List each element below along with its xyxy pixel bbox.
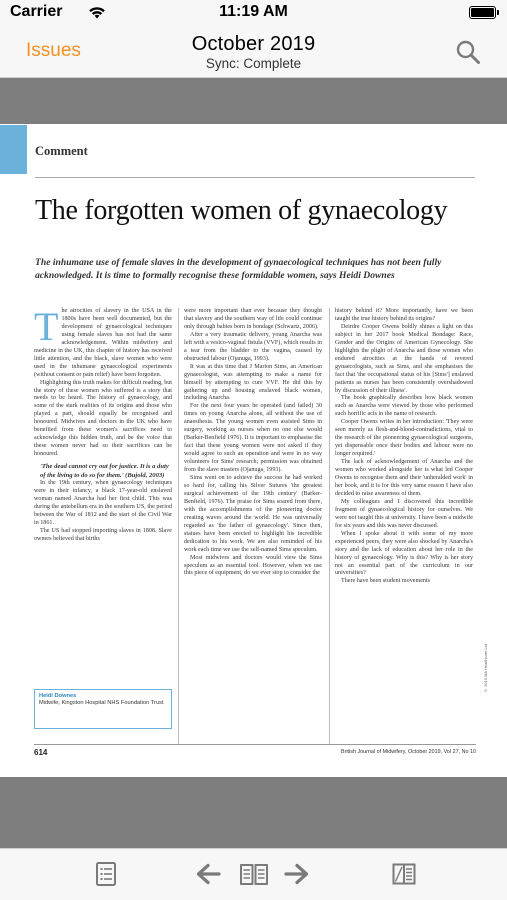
paragraph: The US had stopped importing slaves in 1808. Slave owners believed that births bbox=[34, 527, 172, 542]
paragraph: were more important than ever because they thought that slavery and the southern way of life could continue only through babies born in bondage (Schwartz, 2006). bbox=[184, 308, 322, 330]
search-icon[interactable] bbox=[455, 39, 481, 65]
status-bar bbox=[0, 0, 507, 26]
author-box bbox=[34, 689, 172, 729]
section-color-tab bbox=[0, 125, 27, 174]
carrier-label: Carrier bbox=[10, 3, 63, 20]
pull-quote: 'The dead cannot cry out for justice. It is a duty of the living to do so for them.' (Bujold, 2003) bbox=[40, 463, 169, 479]
page-number: 614 bbox=[34, 748, 48, 757]
article-standfirst: The inhumane use of female slaves in the development of gynaecological techniques has not been fully acknowledged. It is time to formally recognise these formidable women, says Heidi Downes bbox=[35, 257, 442, 281]
paragraph: Sims went on to achieve the success he had worked so hard for, calling his Silver Sutures 'the greatest surgical achievement of the 19th century' (Barker-Benfield, 1976). The praise for Sims soared from there, with the accomplishments of the pioneering doctor creating waves around the world. He was universally regarded as 'the father of gynaecology'. Since then, statues have been erected to highlight his incredible dedication to his work. We are also reminded of his work each time we use the self-named Sims speculum. bbox=[184, 475, 322, 553]
footer-divider bbox=[34, 744, 476, 745]
clock: 11:19 AM bbox=[219, 3, 288, 20]
section-label: Comment bbox=[35, 144, 88, 158]
page-layout-icon[interactable] bbox=[391, 861, 417, 887]
paragraph: The book graphically describes how black women such as Anarcha were viewed by those who performed such horrific acts in the name of research. bbox=[335, 395, 473, 418]
paragraph: There have been student movements bbox=[341, 578, 431, 585]
nav-bar bbox=[0, 26, 507, 78]
paragraph: After a very traumatic delivery, young Anarcha was left with a vesico-vaginal fistula (VVF), which results in a tear from the bladder to the vagina, caused by obstructed labour (Ojanuga, 1993). bbox=[184, 331, 322, 362]
previous-page-icon[interactable] bbox=[195, 861, 221, 887]
page-thumbnails-icon[interactable] bbox=[239, 861, 269, 887]
issues-back-button[interactable]: Issues bbox=[26, 40, 81, 61]
paragraph: Highlighting this truth makes for difficult reading, but the story of these women who suffered is a story that needs to be heard. The history of gynaecology, and some of the stark realities of its origins and those who played a part, should equally be recognised and honoured. Midwives and doctors in the UK who have benefited from these women's sacrifices need to acknowledge this hidden truth, and be the voice that these women never had so their sacrifices can be honoured. bbox=[34, 379, 172, 458]
paragraph: Deirdre Cooper Owens boldly shines a light on this subject in her 2017 book Medical Bondage: Race, Gender and the Origins of American Gynecology. She highlights the plight of Anarcha and those women who endured atrocities at the hands of revered gynaecologists, such as Sims, and she emphasises the fact that 'the occupational status of his [Sims'] enslaved patients as nurses has been consistently overshadowed by discussion of their illness'. bbox=[335, 323, 473, 394]
next-page-icon[interactable] bbox=[284, 861, 310, 887]
sync-status: Sync: Complete bbox=[205, 56, 302, 71]
paragraph: Cooper Owens writes in her introduction: 'They were seen merely as flesh-and-blood-contradictions, vital to the research of the pioneering gynaecological surgeons, yet dispensable once their bodies and labour were no longer required.' bbox=[335, 419, 473, 458]
article-column-2 bbox=[184, 308, 322, 578]
paragraph: The lack of acknowledgement of Anarcha and the women who worked alongside her is what led Cooper Owens to recognise them and their 'unheralded work' in her book, and it is for this very same reason I have also decided to raise awareness of them. bbox=[335, 459, 473, 497]
paragraph: When I spoke about it with some of my more experienced peers, they were also shocked by Anarcha's story and the lack of education about her role in the history of gynaecology. Why is this? Why is her story not an essential part of the curriculum in our universities? bbox=[335, 530, 473, 577]
viewer-margin-top bbox=[0, 78, 507, 124]
drop-cap: T bbox=[34, 304, 59, 349]
issue-title: October 2019 bbox=[191, 33, 316, 55]
column-divider bbox=[329, 308, 330, 744]
battery-tip bbox=[497, 10, 499, 15]
paragraph: In the 19th century, when gynaecology techniques were in their infancy, a black 17-year-old enslaved woman named Anarcha had her first child. This was during the antebellum era in the southern US, the period between the War of 1812 and the start of the Civil War in 1861. bbox=[34, 480, 172, 526]
journal-reference: British Journal of Midwifery, October 2019, Vol 27, No 10 bbox=[340, 749, 476, 755]
paragraph: For the next four years he operated (and failed) 30 times on young Anarcha alone, all without the use of anaesthesia. The young women even assisted Sims in surgery, working as nurses when no one else would (Barker-Benfield 1976). It is important to emphasise the fact that these young women were not asked if they would agree to such an operation and were in no way volunteers for Sims' research; permission was obtained from the slave masters (Ojanuga, 1993). bbox=[184, 403, 322, 474]
author-role: Midwife, Kingston Hospital NHS Foundation Trust bbox=[39, 700, 164, 706]
article-title: The forgotten women of gynaecology bbox=[35, 195, 448, 226]
paragraph: It was at this time that J Marion Sims, an American gynaecologist, was attempting to make a name for himself by attempting to cure VVF. He did this by gathering up and housing enslaved black women, including Anarcha. bbox=[184, 363, 322, 402]
paragraph: Most midwives and doctors would view the Sims speculum as an essential tool. However, when we use this piece of equipment, do we ever stop to consider the bbox=[184, 554, 322, 577]
magazine-page[interactable] bbox=[0, 124, 507, 777]
section-divider bbox=[35, 177, 475, 178]
table-of-contents-icon[interactable] bbox=[93, 861, 119, 887]
paragraph: he atrocities of slavery in the USA in the 1800s have been well documented, but the development of gynaecological techniques using female slaves has not had the same acknowledgement. Within midwifery and medicine in the UK, this chapter of history has received little attention, and the black, slave women who were used in the inhumane gynaecological experiments (without consent or pain relief) have been forgotten. bbox=[34, 308, 172, 378]
battery-icon bbox=[469, 6, 496, 19]
viewer-margin-bottom bbox=[0, 777, 507, 848]
bottom-toolbar bbox=[0, 848, 507, 900]
paragraph: My colleagues and I discovered this incredible fragment of gynaecological history for ourselves. We were not taught this at university. I have been a midwife for six years and this was never discussed. bbox=[335, 498, 473, 529]
article-column-3 bbox=[335, 308, 473, 586]
author-name: Heidi Downes bbox=[39, 693, 77, 699]
paragraph: history behind it? More importantly, have we been taught the true history behind its origins? bbox=[335, 308, 473, 322]
column-divider bbox=[178, 308, 179, 744]
copyright-notice: © 2019 MA Healthcare Ltd bbox=[483, 644, 488, 694]
article-column-1 bbox=[34, 304, 172, 544]
